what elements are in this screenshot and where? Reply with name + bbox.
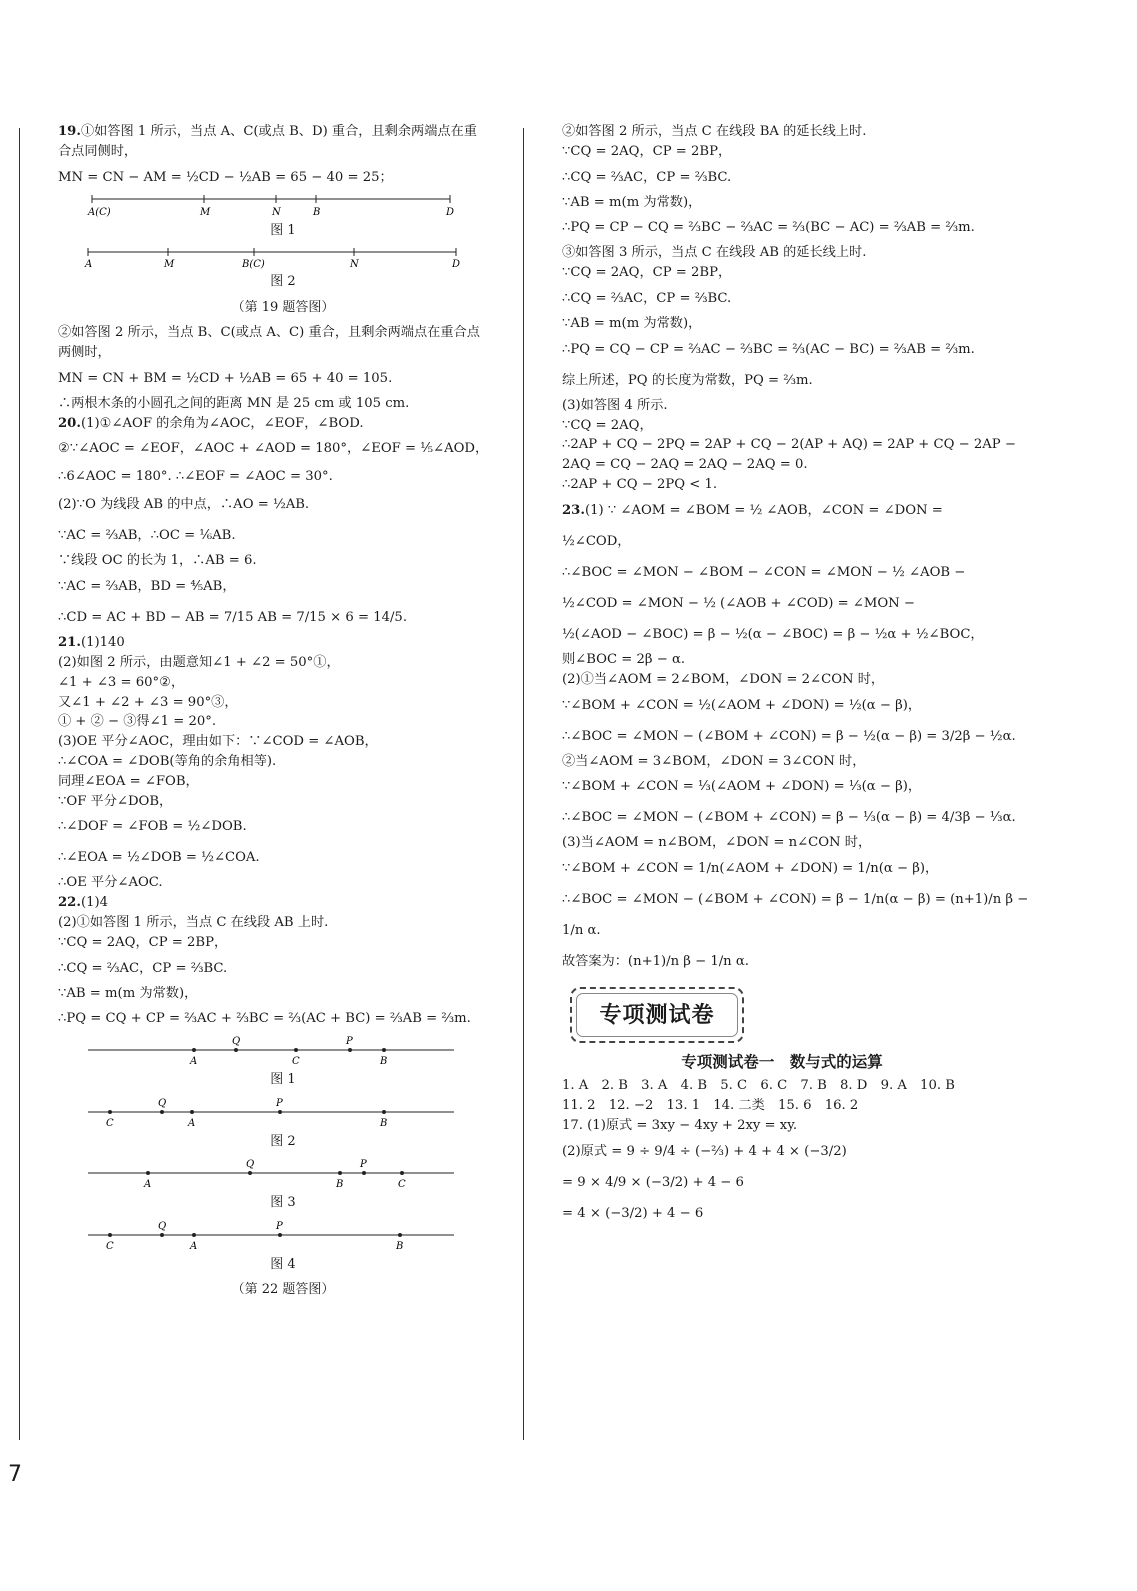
r-line-31: ∴∠BOC = ∠MON − (∠BOM + ∠CON) = β − 1/n(α − β) = (n+1)/n β − bbox=[562, 892, 1029, 908]
q22-figures-caption: （第 22 题答图） bbox=[231, 1282, 335, 1298]
r-line-30: ∵∠BOM + ∠CON = 1/n(∠AOM + ∠DON) = 1/n(α − β)， bbox=[562, 861, 939, 877]
r-line-1: ②如答图 2 所示，当点 C 在线段 BA 的延长线上时. bbox=[562, 124, 867, 139]
q22-figure-1 bbox=[58, 1034, 508, 1090]
r-line-20: ½∠COD = ∠MON − ½ (∠AOB + ∠COD) = ∠MON − bbox=[562, 595, 915, 611]
r-line-6: ③如答图 3 所示，当点 C 在线段 AB 的延长线上时. bbox=[562, 245, 867, 261]
q21-line-1: 21.(1)140 bbox=[58, 635, 125, 651]
q19-line-2: 合点同侧时， bbox=[58, 143, 138, 159]
right-column bbox=[562, 122, 1029, 1229]
q21-line-3: ∠1 + ∠3 = 60°②， bbox=[58, 674, 185, 690]
q20-line-8: ∴CD = AC + BD − AB = 7/15 AB = 7/15 × 6 = 14/5. bbox=[58, 610, 408, 626]
left-column bbox=[58, 122, 508, 1306]
q21-line-11: ∴∠EOA = ½∠DOB = ½∠COA. bbox=[58, 850, 260, 866]
q19-line-5: 两侧时， bbox=[58, 344, 111, 360]
q19-line-7: ∴两根木条的小圆孔之间的距离 MN 是 25 cm 或 105 cm. bbox=[58, 395, 410, 411]
q17-line-2: (2)原式 = 9 ÷ 9/4 ÷ (−⅔) + 4 + 4 × (−3/2) bbox=[562, 1143, 847, 1159]
svg-text:A: A bbox=[190, 1240, 198, 1252]
q20-line-3: ∴6∠AOC = 180°. ∴∠EOF = ∠AOC = 30°. bbox=[58, 469, 333, 485]
svg-text:Q: Q bbox=[232, 1036, 241, 1048]
q22-figure-4-caption: 图 4 bbox=[270, 1256, 296, 1272]
q17-line-1: 17. (1)原式 = 3xy − 4xy + 2xy = xy. bbox=[562, 1118, 798, 1134]
svg-text:B: B bbox=[380, 1056, 388, 1068]
svg-text:C: C bbox=[106, 1117, 114, 1129]
q19-figure-1-diagram bbox=[58, 193, 458, 219]
svg-text:C: C bbox=[292, 1056, 300, 1068]
r-line-19: ∴∠BOC = ∠MON − ∠BOM − ∠CON = ∠MON − ½ ∠AOB − bbox=[562, 564, 966, 580]
q20-line-7: ∵AC = ⅔AB，BD = ⅘AB， bbox=[58, 579, 236, 595]
q19-figure-2-caption: 图 2 bbox=[270, 274, 296, 290]
page-number: 7 bbox=[8, 1462, 22, 1487]
r-line-3: ∴CQ = ⅔AC，CP = ⅔BC. bbox=[562, 169, 732, 185]
q19-line-6: MN = CN + BM = ½CD + ½AB = 65 + 40 = 105. bbox=[58, 370, 393, 386]
r-line-9: ∵AB = m(m 为常数)， bbox=[562, 316, 702, 332]
q19-fig1-label-5: D bbox=[446, 206, 455, 218]
q19-fig1-label-3: N bbox=[272, 206, 281, 218]
q22-figure-1-caption: 图 1 bbox=[270, 1072, 296, 1088]
r-line-2: ∵CQ = 2AQ，CP = 2BP， bbox=[562, 143, 732, 159]
q22-figure-1-diagram bbox=[58, 1034, 478, 1068]
q20-line-1: 20.(1)①∠AOF 的余角为∠AOC，∠EOF，∠BOD. bbox=[58, 415, 364, 431]
svg-text:P: P bbox=[276, 1097, 283, 1109]
answers-row-1: 1. A 2. B 3. A 4. B 5. C 6. C 7. B 8. D 9. A 10. B bbox=[562, 1078, 955, 1094]
q21-line-12: ∴OE 平分∠AOC. bbox=[58, 875, 163, 891]
q21-line-9: ∵OF 平分∠DOB， bbox=[58, 793, 173, 809]
q22-line-5: ∵AB = m(m 为常数)， bbox=[58, 985, 198, 1001]
r-line-4: ∵AB = m(m 为常数)， bbox=[562, 194, 702, 210]
q22-line-4: ∴CQ = ⅔AC，CP = ⅔BC. bbox=[58, 960, 228, 976]
r-line-14: ∴2AP + CQ − 2PQ = 2AP + CQ − 2(AP + AQ) = 2AP + CQ − 2AP − bbox=[562, 437, 1016, 453]
svg-text:Q: Q bbox=[158, 1097, 167, 1109]
q19-figure-1-caption: 图 1 bbox=[270, 222, 296, 238]
r-line-22: 则∠BOC = 2β − α. bbox=[562, 651, 686, 667]
q21-line-10: ∴∠DOF = ∠FOB = ½∠DOB. bbox=[58, 819, 247, 835]
r-line-16: ∴2AP + CQ − 2PQ < 1. bbox=[562, 477, 718, 493]
q19-fig1-label-4: B bbox=[313, 206, 321, 218]
svg-text:P: P bbox=[276, 1220, 283, 1232]
r-line-28: ∴∠BOC = ∠MON − (∠BOM + ∠CON) = β − ⅓(α − β) = 4/3β − ⅓α. bbox=[562, 810, 1016, 826]
q19-fig2-label-4: N bbox=[350, 259, 359, 271]
svg-text:C: C bbox=[106, 1240, 114, 1252]
q17-line-4: = 4 × (−3/2) + 4 − 6 bbox=[562, 1205, 704, 1221]
q19-figure-1 bbox=[58, 193, 508, 241]
q19-fig1-label-2: M bbox=[200, 206, 211, 218]
q19-figure-2-diagram bbox=[58, 246, 478, 270]
q20-line-6: ∵线段 OC 的长为 1，∴AB = 6. bbox=[58, 553, 257, 569]
q20-line-5: ∵AC = ⅔AB，∴OC = ⅙AB. bbox=[58, 528, 236, 544]
r-line-32: 1/n α. bbox=[562, 923, 601, 939]
q22-line-1: 22.(1)4 bbox=[58, 895, 109, 911]
q21-line-4: 又∠1 + ∠2 + ∠3 = 90°③， bbox=[58, 694, 238, 710]
r-line-7: ∵CQ = 2AQ，CP = 2BP， bbox=[562, 265, 732, 281]
q19-line-1: 19.①如答图 1 所示，当点 A、C(或点 B、D) 重合，且剩余两端点在重 bbox=[58, 124, 477, 139]
r-line-10: ∴PQ = CQ − CP = ⅔AC − ⅔BC = ⅔(AC − BC) = ⅔AB = ⅔m. bbox=[562, 341, 975, 357]
q19-line-4: ②如答图 2 所示，当点 B、C(或点 A、C) 重合，且剩余两端点在重合点 bbox=[58, 325, 480, 341]
q22-line-3: ∵CQ = 2AQ，CP = 2BP， bbox=[58, 934, 228, 950]
svg-text:B: B bbox=[336, 1179, 344, 1191]
q19-figures-caption: （第 19 题答图） bbox=[231, 299, 335, 315]
q19-fig2-label-1: A bbox=[85, 259, 93, 271]
q19-fig2-label-5: D bbox=[452, 259, 461, 271]
r-line-33: 故答案为：(n+1)/n β − 1/n α. bbox=[562, 954, 749, 970]
q21-line-2: (2)如图 2 所示，由题意知∠1 + ∠2 = 50°①， bbox=[58, 655, 340, 671]
q22-figure-3-caption: 图 3 bbox=[270, 1195, 296, 1211]
r-line-26: ②当∠AOM = 3∠BOM，∠DON = 3∠CON 时， bbox=[562, 753, 866, 769]
svg-text:B: B bbox=[380, 1117, 388, 1129]
q19-line-3: MN = CN − AM = ½CD − ½AB = 65 − 40 = 25； bbox=[58, 169, 393, 185]
r-line-11: 综上所述，PQ 的长度为常数，PQ = ⅔m. bbox=[562, 372, 813, 388]
q21-line-5: ① + ② − ③得∠1 = 20°. bbox=[58, 714, 217, 730]
q22-figure-4-diagram bbox=[58, 1219, 478, 1253]
q19-fig1-label-1: A(C) bbox=[88, 206, 111, 218]
r-line-12: (3)如答图 4 所示. bbox=[562, 397, 668, 413]
section-title: 专项测试卷一 数与式的运算 bbox=[681, 1053, 883, 1072]
q23-line-1: 23.(1) ∵ ∠AOM = ∠BOM = ½ ∠AOB，∠CON = ∠DON = bbox=[562, 502, 943, 518]
svg-text:A: A bbox=[190, 1056, 198, 1068]
q20-line-4: (2)∵O 为线段 AB 的中点，∴AO = ½AB. bbox=[58, 497, 310, 513]
r-line-21: ½(∠AOD − ∠BOC) = β − ½(α − ∠BOC) = β − ½α + ½∠BOC， bbox=[562, 626, 984, 642]
special-test-banner: 专项测试卷 bbox=[570, 987, 744, 1043]
left-margin-rule bbox=[19, 128, 20, 1440]
r-line-25: ∴∠BOC = ∠MON − (∠BOM + ∠CON) = β − ½(α − β) = 3/2β − ½α. bbox=[562, 728, 1016, 744]
q21-line-7: ∴∠COA = ∠DOB(等角的余角相等). bbox=[58, 754, 277, 770]
r-line-29: (3)当∠AOM = n∠BOM，∠DON = n∠CON 时， bbox=[562, 835, 872, 851]
svg-text:A: A bbox=[188, 1117, 196, 1129]
r-line-27: ∵∠BOM + ∠CON = ⅓(∠AOM + ∠DON) = ⅓(α − β)， bbox=[562, 779, 922, 795]
q19-figure-2 bbox=[58, 246, 508, 317]
r-line-24: ∵∠BOM + ∠CON = ½(∠AOM + ∠DON) = ½(α − β)， bbox=[562, 697, 922, 713]
q19-fig2-label-3: B(C) bbox=[242, 259, 265, 271]
q22-figure-2 bbox=[58, 1096, 508, 1152]
q22-line-2: (2)①如答图 1 所示，当点 C 在线段 AB 上时. bbox=[58, 915, 329, 931]
r-line-18: ½∠COD， bbox=[562, 533, 631, 549]
q22-figure-3 bbox=[58, 1157, 508, 1213]
svg-text:C: C bbox=[398, 1179, 406, 1191]
q21-line-6: (3)OE 平分∠AOC，理由如下：∵∠COD = ∠AOB， bbox=[58, 734, 378, 750]
q19-fig2-label-2: M bbox=[164, 259, 175, 271]
r-line-15: 2AQ = CQ − 2AQ = 2AQ − 2AQ = 0. bbox=[562, 457, 808, 473]
q22-figure-2-diagram bbox=[58, 1096, 478, 1130]
r-line-8: ∴CQ = ⅔AC，CP = ⅔BC. bbox=[562, 291, 732, 307]
q17-line-3: = 9 × 4/9 × (−3/2) + 4 − 6 bbox=[562, 1174, 744, 1190]
svg-text:A: A bbox=[144, 1179, 152, 1191]
q22-figure-2-caption: 图 2 bbox=[270, 1133, 296, 1149]
r-line-13: ∵CQ = 2AQ， bbox=[562, 417, 653, 433]
r-line-23: (2)①当∠AOM = 2∠BOM，∠DON = 2∠CON 时， bbox=[562, 671, 885, 687]
q20-line-2: ②∵∠AOC = ∠EOF，∠AOC + ∠AOD = 180°，∠EOF = ⅕∠AOD， bbox=[58, 441, 489, 457]
r-line-5: ∴PQ = CP − CQ = ⅔BC − ⅔AC = ⅔(BC − AC) = ⅔AB = ⅔m. bbox=[562, 220, 975, 236]
q22-line-6: ∴PQ = CQ + CP = ⅔AC + ⅔BC = ⅔(AC + BC) = ⅔AB = ⅔m. bbox=[58, 1011, 471, 1027]
svg-text:P: P bbox=[360, 1159, 367, 1171]
q21-line-8: 同理∠EOA = ∠FOB， bbox=[58, 773, 199, 789]
q22-figure-4 bbox=[58, 1219, 508, 1300]
svg-text:Q: Q bbox=[246, 1159, 255, 1171]
svg-text:P: P bbox=[346, 1036, 353, 1048]
svg-text:B: B bbox=[396, 1240, 404, 1252]
answers-row-2: 11. 2 12. −2 13. 1 14. 二类 15. 6 16. 2 bbox=[562, 1098, 859, 1114]
svg-text:Q: Q bbox=[158, 1220, 167, 1232]
column-divider bbox=[523, 128, 524, 1440]
q22-figure-3-diagram bbox=[58, 1157, 478, 1191]
